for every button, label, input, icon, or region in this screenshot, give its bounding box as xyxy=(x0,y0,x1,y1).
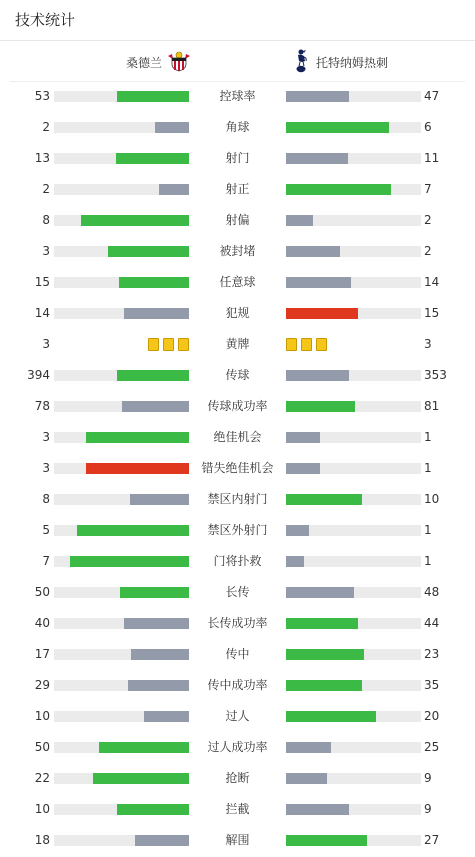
home-bar-track xyxy=(54,556,189,567)
stat-label: 传中 xyxy=(225,647,250,661)
home-bar-track xyxy=(54,525,189,536)
home-bar-fill xyxy=(159,184,189,195)
home-value: 22 xyxy=(34,771,50,785)
stat-row xyxy=(0,608,475,639)
home-bar-fill xyxy=(81,215,189,226)
home-value: 2 xyxy=(42,182,50,196)
away-value: 1 xyxy=(424,430,432,444)
stat-label: 错失绝佳机会 xyxy=(201,461,274,475)
stat-row xyxy=(0,174,475,205)
home-bar-fill xyxy=(99,742,189,753)
away-value: 1 xyxy=(424,461,432,475)
stat-label: 抢断 xyxy=(225,771,250,785)
home-bar-track xyxy=(54,277,189,288)
home-value: 3 xyxy=(42,430,50,444)
home-value: 5 xyxy=(42,523,50,537)
away-bar-fill xyxy=(286,711,376,722)
stat-label: 控球率 xyxy=(219,89,256,103)
title-divider xyxy=(0,40,475,41)
away-value: 27 xyxy=(424,833,440,847)
home-value: 10 xyxy=(34,709,50,723)
home-bar-track xyxy=(54,184,189,195)
away-bar-track xyxy=(286,246,421,257)
away-value: 48 xyxy=(424,585,440,599)
yellow-card-icon xyxy=(286,338,297,351)
home-bar-track xyxy=(54,432,189,443)
home-bar-track xyxy=(54,680,189,691)
home-bar-fill xyxy=(120,587,189,598)
home-bar-track xyxy=(54,835,189,846)
away-value: 3 xyxy=(424,337,432,351)
stat-row xyxy=(0,825,475,856)
yellow-card-icon xyxy=(301,338,312,351)
away-team[interactable] xyxy=(294,48,388,76)
stat-label: 过人成功率 xyxy=(207,740,268,754)
home-bar-track xyxy=(54,711,189,722)
home-bar-track xyxy=(54,215,189,226)
stat-label: 任意球 xyxy=(219,275,256,289)
away-bar-track xyxy=(286,804,421,815)
away-value: 15 xyxy=(424,306,440,320)
away-bar-fill xyxy=(286,184,391,195)
home-bar-track xyxy=(54,742,189,753)
away-bar-track xyxy=(286,618,421,629)
stat-row xyxy=(0,484,475,515)
stat-row xyxy=(0,298,475,329)
home-bar-fill xyxy=(119,277,189,288)
home-value: 15 xyxy=(34,275,50,289)
stat-row xyxy=(0,360,475,391)
home-value: 3 xyxy=(42,244,50,258)
home-bar-fill xyxy=(86,463,189,474)
home-bar-fill xyxy=(144,711,189,722)
home-value: 53 xyxy=(34,89,50,103)
stat-label: 禁区内射门 xyxy=(207,492,268,506)
stat-label: 传球 xyxy=(225,368,250,382)
stat-row xyxy=(0,577,475,608)
away-bar-track xyxy=(286,463,421,474)
stat-label: 拦截 xyxy=(225,802,250,816)
away-yellow-cards xyxy=(286,338,327,351)
stat-label: 角球 xyxy=(225,120,250,134)
home-value: 3 xyxy=(42,461,50,475)
stat-row xyxy=(0,794,475,825)
home-value: 8 xyxy=(42,492,50,506)
away-value: 35 xyxy=(424,678,440,692)
stat-label: 射偏 xyxy=(225,213,250,227)
away-value: 6 xyxy=(424,120,432,134)
home-bar-fill xyxy=(124,308,189,319)
stat-row xyxy=(0,732,475,763)
home-value: 50 xyxy=(34,585,50,599)
away-value: 20 xyxy=(424,709,440,723)
home-bar-fill xyxy=(128,680,189,691)
away-bar-track xyxy=(286,587,421,598)
home-bar-track xyxy=(54,804,189,815)
away-bar-fill xyxy=(286,432,320,443)
stat-label: 传球成功率 xyxy=(207,399,268,413)
away-bar-track xyxy=(286,122,421,133)
yellow-card-icon xyxy=(178,338,189,351)
away-bar-track xyxy=(286,835,421,846)
away-value: 2 xyxy=(424,244,432,258)
home-yellow-cards xyxy=(148,338,189,351)
home-bar-fill xyxy=(117,804,189,815)
stat-row xyxy=(0,391,475,422)
stat-label: 传中成功率 xyxy=(207,678,268,692)
home-value: 18 xyxy=(34,833,50,847)
away-value: 2 xyxy=(424,213,432,227)
home-bar-fill xyxy=(122,401,190,412)
away-bar-fill xyxy=(286,835,367,846)
home-team-name: 桑德兰 xyxy=(126,55,163,70)
home-bar-track xyxy=(54,246,189,257)
away-bar-track xyxy=(286,370,421,381)
away-bar-track xyxy=(286,215,421,226)
away-bar-track xyxy=(286,711,421,722)
away-bar-fill xyxy=(286,742,331,753)
home-value: 78 xyxy=(34,399,50,413)
away-bar-fill xyxy=(286,370,349,381)
home-bar-fill xyxy=(116,153,189,164)
away-bar-fill xyxy=(286,680,362,691)
stat-row xyxy=(0,670,475,701)
page-title: 技术统计 xyxy=(15,11,76,29)
stat-label: 过人 xyxy=(225,709,250,723)
home-value: 50 xyxy=(34,740,50,754)
stat-row xyxy=(0,639,475,670)
team-header xyxy=(0,48,475,76)
home-bar-fill xyxy=(70,556,189,567)
away-bar-fill xyxy=(286,215,313,226)
stats-list xyxy=(0,81,475,856)
home-bar-fill xyxy=(131,649,189,660)
away-bar-fill xyxy=(286,122,389,133)
stat-row xyxy=(0,205,475,236)
away-bar-track xyxy=(286,184,421,195)
home-bar-track xyxy=(54,401,189,412)
stat-label: 长传成功率 xyxy=(207,616,268,630)
sunderland-crest-icon xyxy=(166,50,192,75)
away-value: 1 xyxy=(424,554,432,568)
away-value: 47 xyxy=(424,89,440,103)
away-bar-track xyxy=(286,432,421,443)
stat-row xyxy=(0,701,475,732)
away-bar-fill xyxy=(286,91,349,102)
home-value: 8 xyxy=(42,213,50,227)
away-bar-fill xyxy=(286,463,320,474)
away-bar-fill xyxy=(286,153,348,164)
away-bar-fill xyxy=(286,773,327,784)
stat-row xyxy=(0,267,475,298)
home-value: 13 xyxy=(34,151,50,165)
stat-label: 黄牌 xyxy=(225,337,250,351)
home-bar-fill xyxy=(117,91,189,102)
stat-label: 射门 xyxy=(225,151,250,165)
away-value: 11 xyxy=(424,151,440,165)
home-bar-track xyxy=(54,463,189,474)
home-bar-track xyxy=(54,91,189,102)
away-bar-track xyxy=(286,680,421,691)
away-bar-track xyxy=(286,556,421,567)
home-value: 17 xyxy=(34,647,50,661)
stat-row xyxy=(0,143,475,174)
stat-row xyxy=(0,763,475,794)
home-value: 7 xyxy=(42,554,50,568)
stat-row xyxy=(0,546,475,577)
yellow-card-icon xyxy=(148,338,159,351)
away-bar-track xyxy=(286,91,421,102)
stat-label: 禁区外射门 xyxy=(207,523,268,537)
home-value: 10 xyxy=(34,802,50,816)
yellow-card-icon xyxy=(316,338,327,351)
away-value: 9 xyxy=(424,802,432,816)
home-bar-track xyxy=(54,370,189,381)
away-value: 25 xyxy=(424,740,440,754)
home-value: 29 xyxy=(34,678,50,692)
away-bar-fill xyxy=(286,494,362,505)
home-bar-track xyxy=(54,308,189,319)
stat-label: 射正 xyxy=(225,182,250,196)
away-value: 1 xyxy=(424,523,432,537)
home-bar-fill xyxy=(93,773,189,784)
home-bar-track xyxy=(54,773,189,784)
home-bar-fill xyxy=(86,432,189,443)
away-bar-track xyxy=(286,401,421,412)
home-bar-fill xyxy=(108,246,189,257)
stat-label: 门将扑救 xyxy=(213,554,262,568)
home-bar-fill xyxy=(117,370,189,381)
home-bar-fill xyxy=(77,525,189,536)
home-bar-track xyxy=(54,587,189,598)
away-value: 23 xyxy=(424,647,440,661)
away-bar-track xyxy=(286,277,421,288)
tottenham-cockerel-icon xyxy=(294,48,308,77)
stat-row xyxy=(0,515,475,546)
stat-row xyxy=(0,236,475,267)
away-value: 353 xyxy=(424,368,447,382)
home-bar-track xyxy=(54,618,189,629)
home-bar-track xyxy=(54,649,189,660)
home-bar-fill xyxy=(124,618,189,629)
stat-row xyxy=(0,329,475,360)
away-bar-track xyxy=(286,773,421,784)
away-bar-track xyxy=(286,525,421,536)
away-team-name: 托特纳姆热刺 xyxy=(316,55,389,70)
home-value: 394 xyxy=(27,368,50,382)
away-bar-fill xyxy=(286,804,349,815)
home-value: 2 xyxy=(42,120,50,134)
home-bar-track xyxy=(54,122,189,133)
home-value: 3 xyxy=(42,337,50,351)
away-bar-track xyxy=(286,649,421,660)
stat-label: 长传 xyxy=(225,585,250,599)
away-bar-fill xyxy=(286,649,364,660)
away-bar-fill xyxy=(286,618,358,629)
home-bar-fill xyxy=(135,835,189,846)
away-value: 9 xyxy=(424,771,432,785)
stat-row xyxy=(0,422,475,453)
away-bar-fill xyxy=(286,401,355,412)
away-bar-fill xyxy=(286,308,358,319)
stat-row xyxy=(0,112,475,143)
stat-label: 解围 xyxy=(225,833,250,847)
away-bar-fill xyxy=(286,587,354,598)
away-value: 7 xyxy=(424,182,432,196)
stat-label: 绝佳机会 xyxy=(213,430,262,444)
stat-label: 被封堵 xyxy=(219,244,256,258)
away-value: 10 xyxy=(424,492,440,506)
away-value: 81 xyxy=(424,399,440,413)
home-bar-track xyxy=(54,494,189,505)
home-bar-fill xyxy=(155,122,189,133)
away-bar-fill xyxy=(286,525,309,536)
stat-row xyxy=(0,81,475,112)
home-value: 14 xyxy=(34,306,50,320)
away-bar-track xyxy=(286,153,421,164)
home-value: 40 xyxy=(34,616,50,630)
home-bar-track xyxy=(54,153,189,164)
away-bar-track xyxy=(286,742,421,753)
away-bar-fill xyxy=(286,246,340,257)
stat-label: 犯规 xyxy=(225,306,250,320)
away-value: 44 xyxy=(424,616,440,630)
home-team[interactable] xyxy=(126,48,192,76)
away-value: 14 xyxy=(424,275,440,289)
away-bar-track xyxy=(286,494,421,505)
away-bar-fill xyxy=(286,277,351,288)
away-bar-track xyxy=(286,308,421,319)
home-bar-fill xyxy=(130,494,189,505)
away-bar-fill xyxy=(286,556,304,567)
yellow-card-icon xyxy=(163,338,174,351)
stat-row xyxy=(0,453,475,484)
